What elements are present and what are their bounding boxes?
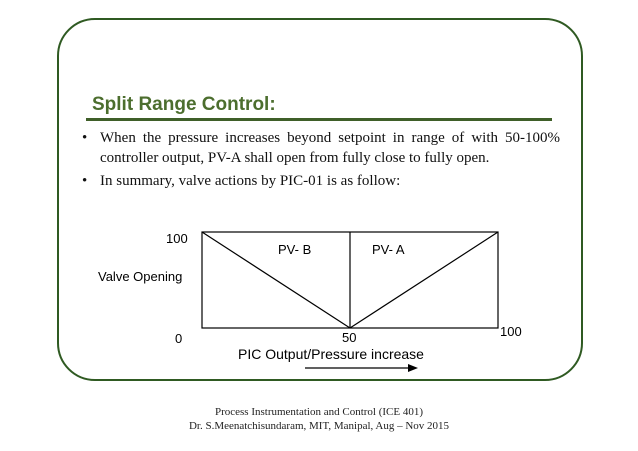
- footer-author: Dr. S.Meenatchisundaram, MIT, Manipal, Aug – Nov 2015: [188, 420, 450, 432]
- region-label-pv-a: PV- A: [372, 242, 405, 257]
- bullet-icon: •: [82, 173, 88, 189]
- bullet-item: [82, 171, 560, 191]
- x-max-label: 100: [500, 324, 522, 339]
- slide-title: Split Range Control:: [92, 94, 276, 115]
- x-axis-label: PIC Output/Pressure increase: [238, 346, 424, 362]
- pv-b-line: [202, 232, 350, 328]
- mid-label: 50: [342, 330, 357, 345]
- title-underline: [86, 118, 552, 121]
- direction-arrow-head: [408, 364, 418, 372]
- split-range-diagram: [98, 225, 540, 375]
- region-label-pv-b: PV- B: [278, 242, 312, 257]
- y-max-label: 100: [166, 231, 188, 246]
- bullet-text: In summary, valve actions by PIC-01 is as follow:: [100, 173, 401, 189]
- bullet-list: [82, 128, 560, 194]
- origin-label: 0: [175, 331, 183, 346]
- y-axis-label: Valve Opening: [98, 269, 183, 284]
- bullet-item: [82, 128, 560, 168]
- footer-course: Process Instrumentation and Control (ICE 401): [214, 406, 424, 418]
- bullet-icon: •: [82, 130, 88, 146]
- bullet-text: When the pressure increases beyond setpoint in range of with 50-100% controller output, PV-A shall open from fully close to fully open.: [100, 130, 560, 166]
